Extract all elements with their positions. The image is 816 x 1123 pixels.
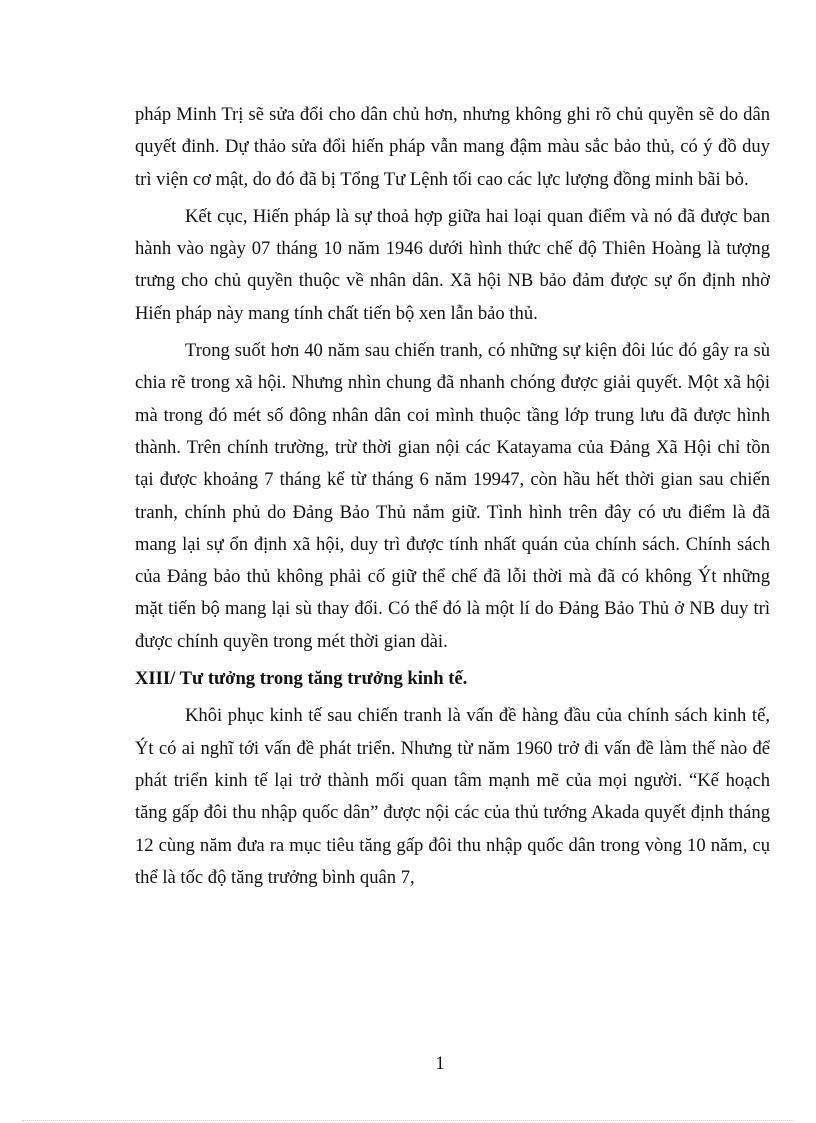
page-bottom-divider bbox=[22, 1120, 794, 1121]
section-heading: XIII/ Tư tưởng trong tăng trưởng kinh tế. bbox=[135, 668, 468, 690]
paragraph-constitution-draft: pháp Minh Trị sẽ sửa đổi cho dân chủ hơn, nhưng không ghi rõ chủ quyền sẽ do dân quyết đinh. Dự thảo sửa đổi hiến pháp vẫn mang đậm màu sắc bảo thủ, có ý đồ duy trì viện cơ mật, do đó đã bị Tổng Tư Lệnh tối cao các lực lượng đồng minh bãi bỏ. bbox=[135, 104, 770, 190]
paragraph-economic-growth: Khôi phục kinh tế sau chiến tranh là vấn đề hàng đầu của chính sách kinh tế, Ýt có ai nghĩ tới vấn đề phát triển. Nhưng từ năm 1960 trở đi vấn đề làm thế nào để phát triển kinh tế lại trở thành mối quan tâm mạnh mẽ của mọi người. “Kế hoạch tăng gấp đôi thu nhập quốc dân” được nội các của thủ tướng Akada quyết định tháng 12 cùng năm đưa ra mục tiêu tăng gấp đôi thu nhập quốc dân trong vòng 10 năm, cụ thể là tốc độ tăng trưởng bình quân 7, bbox=[135, 705, 770, 888]
page-number: 1 bbox=[435, 1053, 445, 1074]
paragraph-postwar-politics: Trong suốt hơn 40 năm sau chiến tranh, có những sự kiện đôi lúc đó gây ra sù chia rẽ trong xã hội. Nhưng nhìn chung đã nhanh chóng được giải quyết. Một xã hội mà trong đó mét số đông nhân dân coi mình thuộc tầng lớp trung lưu đã được hình thành. Trên chính trường, trừ thời gian nội các Katayama của Đảng Xã Hội chỉ tồn tại được khoảng 7 tháng kể từ tháng 6 năm 19947, còn hầu hết thời gian sau chiến tranh, chính phủ do Đảng Bảo Thủ nắm giữ. Tình hình trên đây có ưu điểm là đã mang lại sự ổn định xã hội, duy trì được tính nhất quán của chính sách. Chính sách của Đảng bảo thủ không phải cố giữ thể chế đã lỗi thời mà đã có không Ýt những mặt tiến bộ mang lại sù thay đổi. Có thể đó là một lí do Đảng Bảo Thủ ở NB duy trì được chính quyền trong mét thời gian dài. bbox=[135, 340, 770, 652]
paragraph-constitution-outcome: Kết cục, Hiến pháp là sự thoả hợp giữa hai loại quan điểm và nó đã được ban hành vào ngày 07 tháng 10 năm 1946 dưới hình thức chế độ Thiên Hoàng là tượng trưng cho chủ quyền thuộc về nhân dân. Xã hội NB bảo đảm được sự ổn định nhờ Hiến pháp này mang tính chất tiến bộ xen lẫn bảo thủ. bbox=[135, 205, 770, 324]
document-body bbox=[135, 99, 770, 899]
